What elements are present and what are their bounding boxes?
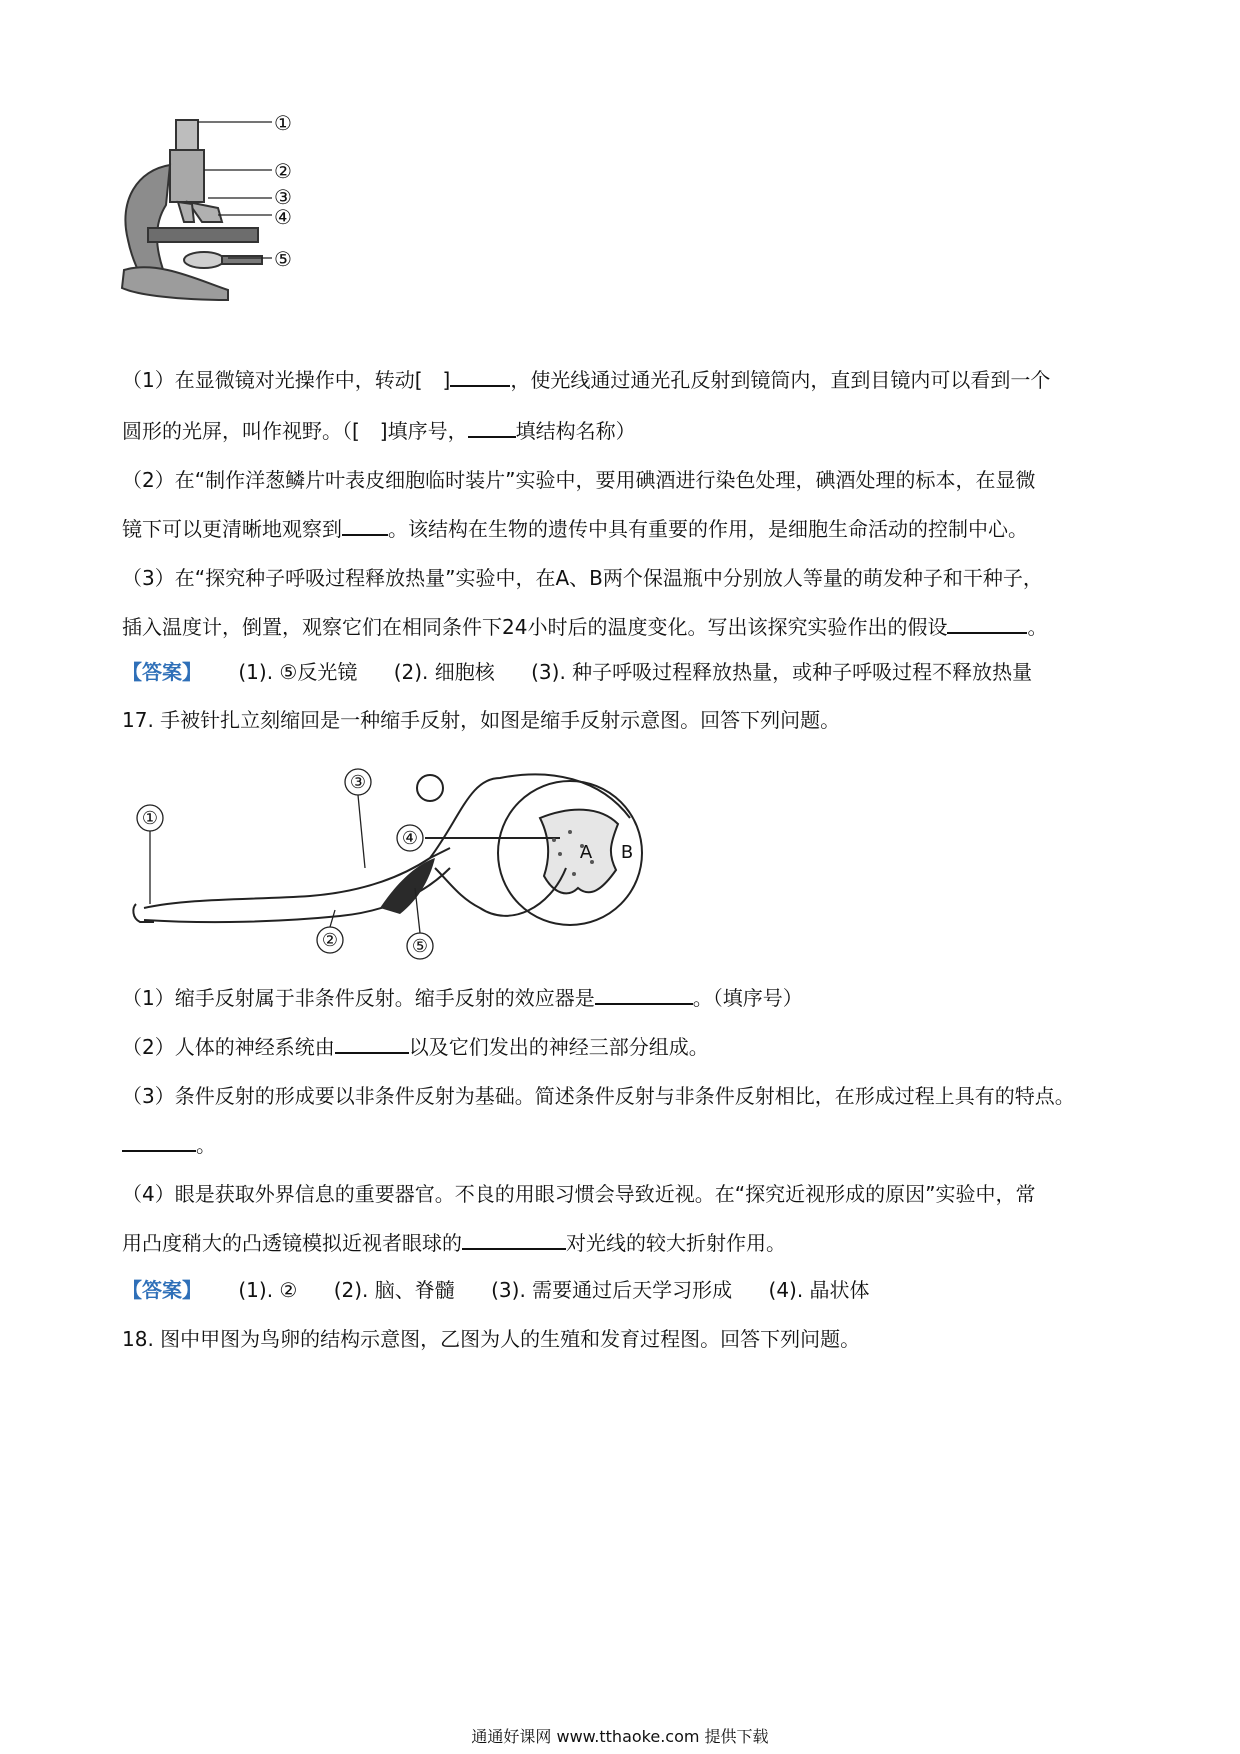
q17-answer-4: (4). 晶状体: [768, 1278, 870, 1302]
q17-blank-4[interactable]: [462, 1230, 566, 1250]
q16-part1-line1: [122, 366, 1132, 394]
q17-blank-2[interactable]: [335, 1034, 409, 1054]
q16-answer-3: (3). 种子呼吸过程释放热量，或种子呼吸过程不释放热量: [531, 660, 1033, 684]
q18-stem: 18. 图中甲图为鸟卵的结构示意图，乙图为人的生殖和发育过程图。回答下列问题。: [122, 1327, 861, 1351]
q17-answer-tag: 【答案】: [122, 1278, 202, 1302]
q16-blank-hint: [468, 418, 516, 438]
q16-answer: [122, 658, 1132, 686]
reflex-label-5: ⑤: [411, 936, 429, 957]
q16-part3-line1: （3）在“探究种子呼吸过程释放热量”实验中，在A、B两个保温瓶中分别放人等量的萌发种子和干种子，: [122, 566, 1043, 590]
q17-part1: [122, 984, 1132, 1012]
q17-part4-line1: （4）眼是获取外界信息的重要器官。不良的用眼习惯会导致近视。在“探究近视形成的原因”实验中，常: [122, 1182, 1036, 1206]
microscope-label-4: ④: [274, 205, 292, 229]
q17-answer-2: (2). 脑、脊髓: [333, 1278, 455, 1302]
q16-part3-line2: [122, 613, 1132, 641]
q17-part4-line2-b: 对光线的较大折射作用。: [566, 1231, 786, 1255]
q17-part3-line2-b: 。: [196, 1133, 216, 1157]
reflex-arc-figure: [130, 758, 670, 968]
microscope-figure: [118, 110, 338, 350]
reflex-label-2: ②: [321, 930, 339, 951]
microscope-label-2: ②: [274, 159, 292, 183]
q17-part4-line2: [122, 1229, 1132, 1257]
q17-part3-line2: [122, 1131, 1132, 1159]
q16-answer-tag: 【答案】: [122, 660, 202, 684]
q17-answer-1: (1). ②: [238, 1278, 298, 1302]
footer-source: 通通好课网 www.tthaoke.com 提供下载: [471, 1727, 769, 1746]
q17-blank-3[interactable]: [122, 1132, 196, 1152]
q17-answer: [122, 1276, 1132, 1304]
microscope-label-1: ①: [274, 111, 292, 135]
q17-part1-text-a: （1）缩手反射属于非条件反射。缩手反射的效应器是: [122, 986, 595, 1010]
q16-part1-line2: [122, 417, 1132, 445]
reflex-label-1: ①: [141, 808, 159, 829]
q17-blank-1[interactable]: [595, 985, 693, 1005]
q16-part3-line2-b: 。: [1027, 615, 1048, 639]
q16-part2-line2: [122, 515, 1132, 543]
q17-part4-line2-a: 用凸度稍大的凸透镜模拟近视者眼球的: [122, 1231, 462, 1255]
q16-answer-2: (2). 细胞核: [393, 660, 495, 684]
microscope-label-5: ⑤: [274, 247, 292, 271]
q16-part2-line2-b: 。该结构在生物的遗传中具有重要的作用，是细胞生命活动的控制中心。: [388, 517, 1028, 541]
q16-part1-text-a: （1）在显微镜对光操作中，转动[ ]: [122, 368, 451, 392]
q17-part3-line1: （3）条件反射的形成要以非条件反射为基础。简述条件反射与非条件反射相比，在形成过程上具有的特点。: [122, 1084, 1075, 1108]
q17-part1-text-b: 。（填序号）: [692, 986, 803, 1010]
q16-part3-line2-a: 插入温度计，倒置，观察它们在相同条件下24小时后的温度变化。写出该探究实验作出的假设: [122, 615, 948, 639]
q16-answer-1: (1). ⑤反光镜: [238, 660, 358, 684]
q16-blank-2[interactable]: [342, 516, 388, 536]
q17-answer-3: (3). 需要通过后天学习形成: [491, 1278, 733, 1302]
reflex-label-4: ④: [401, 828, 419, 849]
q16-blank-1[interactable]: [450, 367, 510, 387]
q16-part1-text-b: ，使光线通过通光孔反射到镜筒内，直到目镜内可以看到一个: [510, 368, 1051, 392]
q16-part1-line2-b: 填结构名称）: [515, 419, 636, 443]
q16-part2-line2-a: 镜下可以更清晰地观察到: [122, 517, 342, 541]
q16-part1-line2-a: 圆形的光屏，叫作视野。（[ ]填序号，: [122, 419, 468, 443]
q17-part2-text-b: 以及它们发出的神经三部分组成。: [408, 1035, 709, 1059]
reflex-label-a: A: [579, 842, 593, 863]
microscope-label-3: ③: [274, 185, 292, 209]
reflex-label-b: B: [620, 842, 634, 863]
q16-part2-line1: （2）在“制作洋葱鳞片叶表皮细胞临时装片”实验中，要用碘酒进行染色处理，碘酒处理的标本，在显微: [122, 468, 1036, 492]
q17-stem: 17. 手被针扎立刻缩回是一种缩手反射，如图是缩手反射示意图。回答下列问题。: [122, 708, 841, 732]
q16-blank-3[interactable]: [947, 614, 1027, 634]
q17-part2: [122, 1033, 1132, 1061]
q17-part2-text-a: （2）人体的神经系统由: [122, 1035, 335, 1059]
reflex-label-3: ③: [349, 772, 367, 793]
